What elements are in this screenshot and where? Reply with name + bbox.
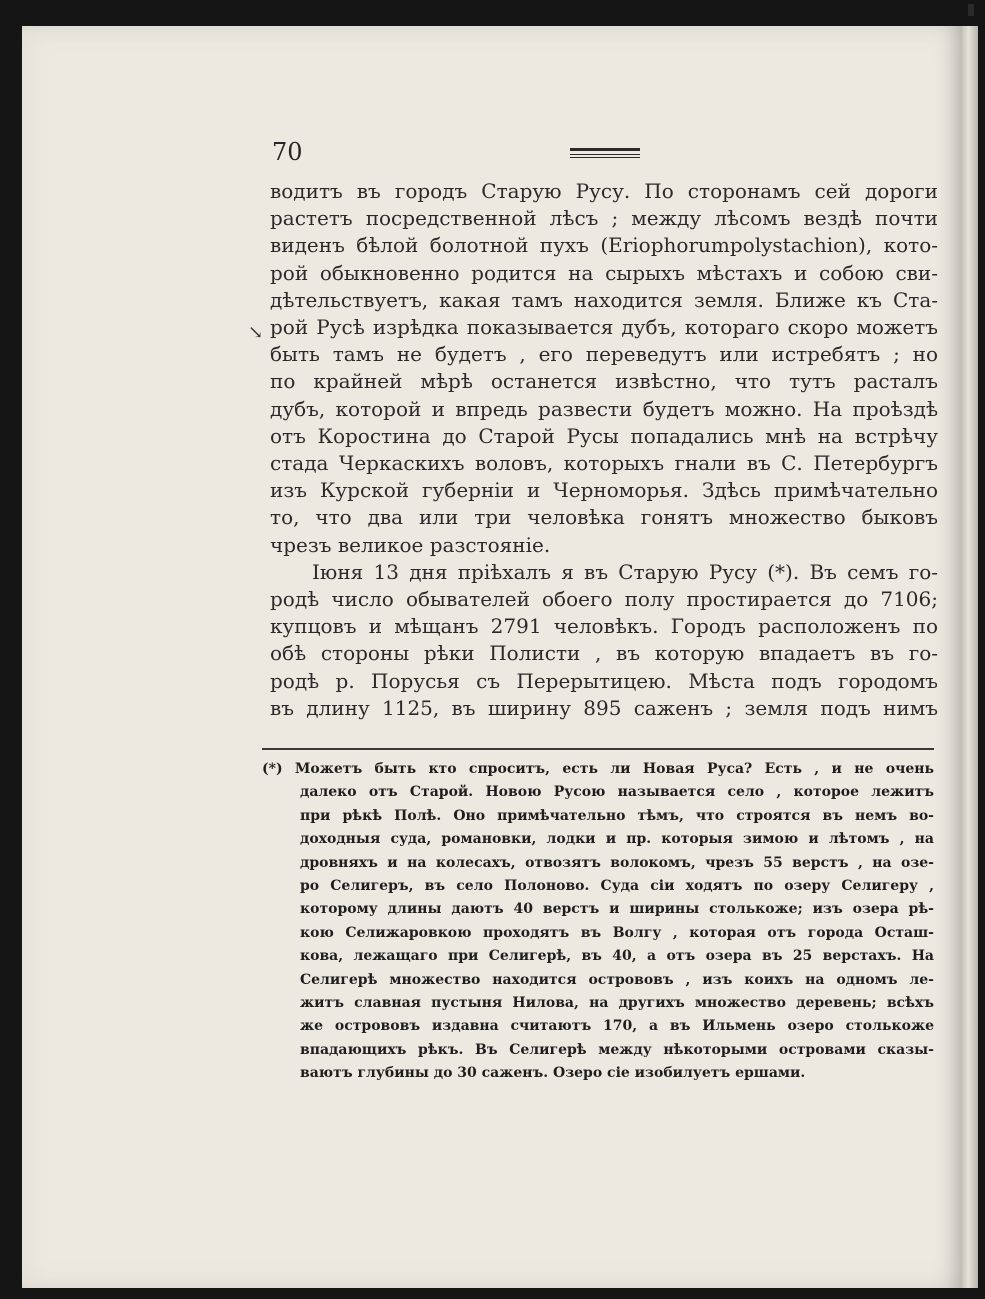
text-line: чрезъ великое разстояніе. <box>270 532 551 557</box>
footnote-line: впадающихъ рѣкъ. Въ Селигерѣ между нѣкоторыми островами сказы- <box>300 1041 934 1058</box>
text-line: дѣтельствуетъ, какая тамъ находится земля. Ближе къ Ста- <box>270 287 938 312</box>
text-line: то, что два или три человѣка гонятъ множество быковъ <box>270 505 938 530</box>
text-line: водитъ въ городъ Старую Русу. По сторонамъ сей дороги <box>270 179 938 203</box>
page-edge <box>962 26 978 1288</box>
footnote-line: ро Селигеръ, въ село Полоново. Суда сіи ходятъ по озеру Селигеру , <box>300 878 934 895</box>
margin-mark: ↘ <box>248 322 264 343</box>
footnote-line: при рѣкѣ Полѣ. Оно примѣчательно тѣмъ, что строятся въ немъ во- <box>300 807 934 824</box>
text-line: родѣ число обывателей обоего полу простирается до 7106; <box>270 587 938 612</box>
footnote-line: Селигерѣ множество находится острововъ , изъ коихъ на одномъ ле- <box>300 971 934 988</box>
footnote-line: доходныя суда, романовки, лодки и пр. которыя зимою и лѣтомъ , на <box>300 831 934 848</box>
text-line: изъ Курской губерніи и Черноморья. Здѣсь примѣчательно <box>270 478 938 503</box>
footnote <box>262 758 934 1086</box>
page-number: 70 <box>272 138 303 166</box>
footnote-line: кова, лежащаго при Селигерѣ, въ 40, а отъ озера въ 25 верстахъ. На <box>300 948 934 965</box>
text-line: быть тамъ не будетъ , его переведутъ или истребятъ ; но <box>270 342 938 367</box>
text-line: стада Черкаскихъ воловъ, которыхъ гнали въ С. Петербургъ <box>270 451 938 476</box>
text-line: дубъ, которой и впредь развести будетъ можно. На проѣздѣ <box>270 396 938 421</box>
text-line: виденъ бѣлой болотной пухъ (Eriophorumpolystachion), кото- <box>270 233 938 258</box>
text-line: въ длину 1125, въ ширину 895 саженъ ; земля подъ нимъ <box>270 695 938 720</box>
header-rule <box>570 148 640 160</box>
footnote-line: же острововъ издавна считаютъ 170, а въ Ильмень озеро столькоже <box>300 1018 934 1035</box>
footnote-line: далеко отъ Старой. Новою Русою называется село , которое лежитъ <box>300 784 934 801</box>
footnote-line: (*) Можетъ быть кто спроситъ, есть ли Новая Руса? Есть , и не очень <box>262 761 934 777</box>
text-line: по крайней мѣрѣ останется извѣстно, что тутъ расталъ <box>270 369 938 394</box>
footnote-line: житъ славная пустыня Нилова, на другихъ множество деревень; всѣхъ <box>300 995 934 1012</box>
text-line: родѣ р. Порусья съ Перерытицею. Мѣста подъ городомъ <box>270 668 938 693</box>
footnote-line: ваютъ глубины до 30 саженъ. Озеро сіе изобилуетъ ершами. <box>300 1065 806 1082</box>
text-line: Іюня 13 дня пріѣхалъ я въ Старую Русу (*). Въ семъ го- <box>312 559 938 584</box>
main-text <box>270 178 938 722</box>
footnote-line: кою Селижаровкою проходятъ въ Волгу , которая отъ города Осташ- <box>300 924 934 941</box>
text-line: обѣ стороны рѣки Полисти , въ которую впадаетъ въ го- <box>270 641 938 666</box>
text-line: рой Русѣ изрѣдка показывается дубъ, котораго скоро можетъ <box>270 315 938 340</box>
footnote-line: дровняхъ и на колесахъ, отвозятъ волокомъ, чрезъ 55 верстъ , на озе- <box>300 854 934 871</box>
footnote-separator <box>262 748 934 750</box>
text-line: рой обыкновенно родится на сырыхъ мѣстахъ и собою сви- <box>270 260 938 285</box>
footnote-line: которому длины даютъ 40 верстъ и ширины столькоже; изъ озера рѣ- <box>300 901 934 918</box>
text-line: отъ Коростина до Старой Русы попадались мнѣ на встрѣчу <box>270 423 938 448</box>
text-line: купцовъ и мѣщанъ 2791 человѣкъ. Городъ расположенъ по <box>270 614 938 639</box>
binding-mark <box>968 4 974 16</box>
text-line: растетъ посредственной лѣсъ ; между лѣсомъ вездѣ почти <box>270 206 938 231</box>
